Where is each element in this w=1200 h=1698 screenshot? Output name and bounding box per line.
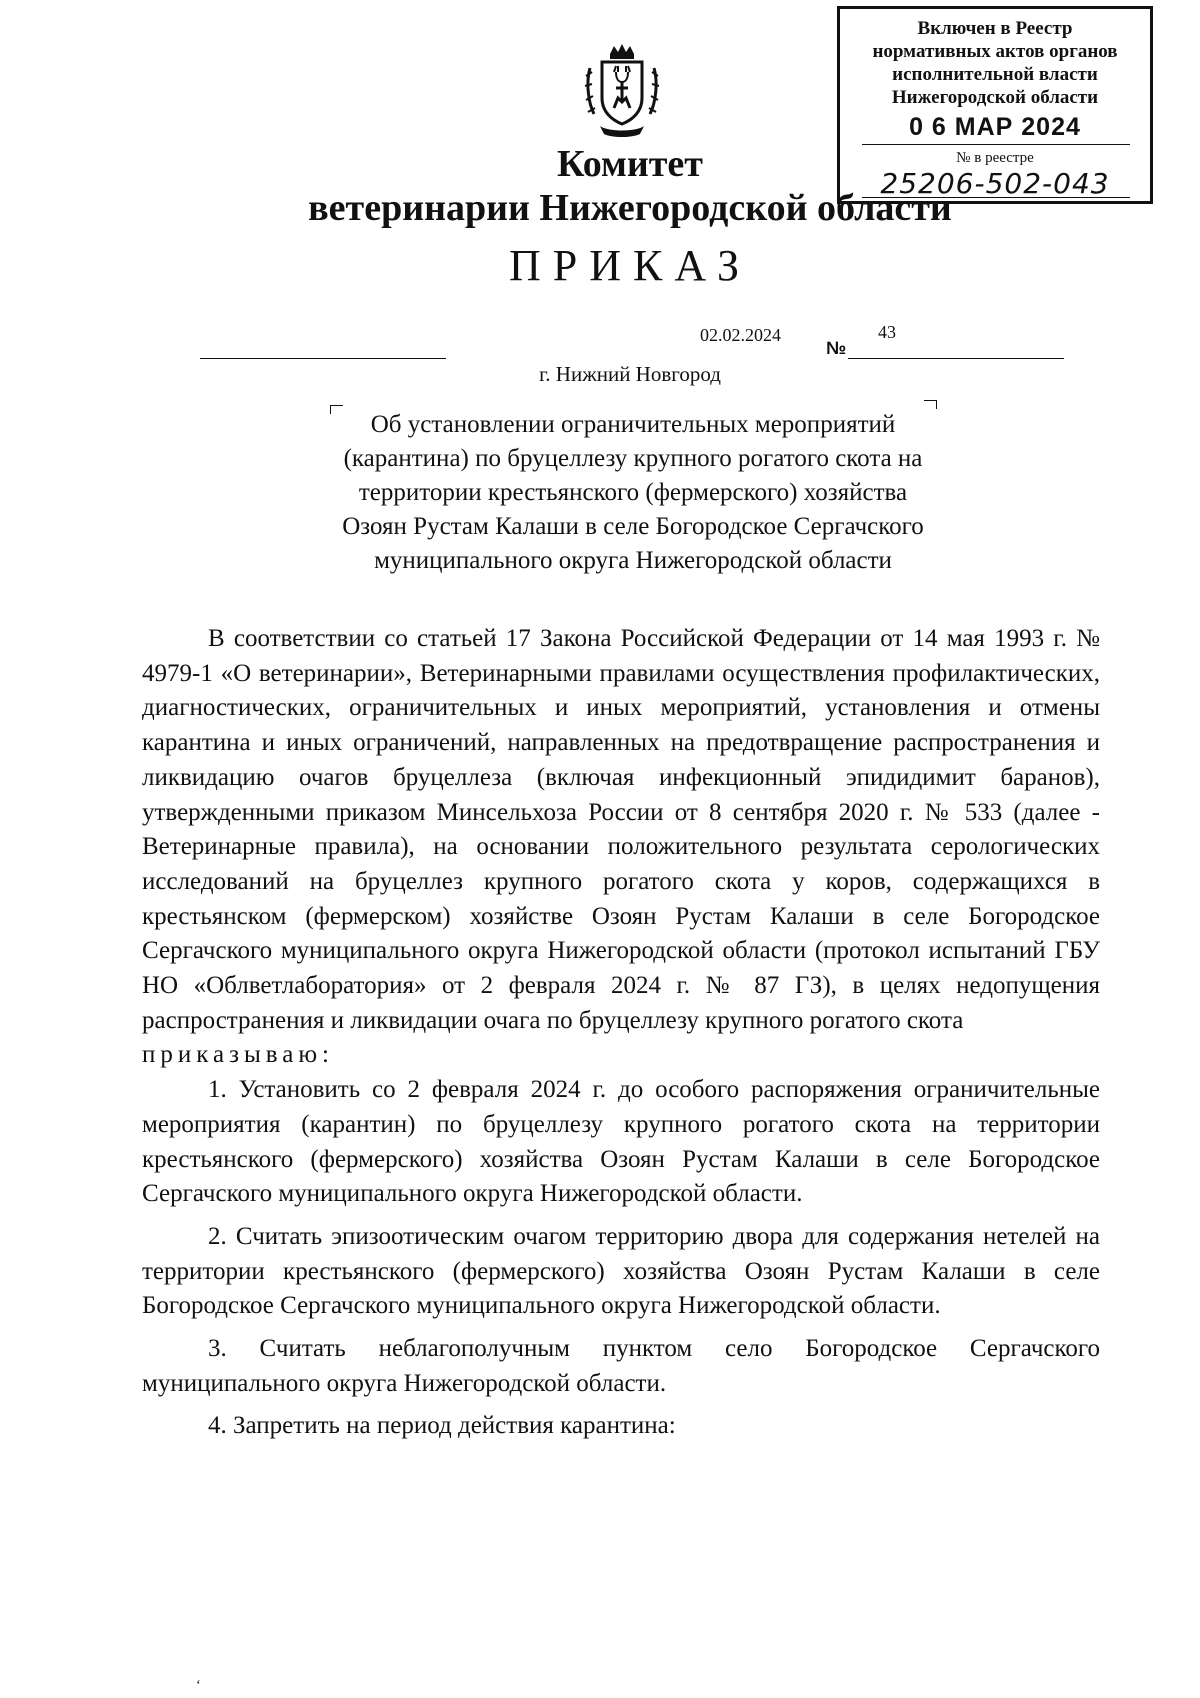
document-body [142,622,1100,1444]
number-underline [848,358,1064,359]
org-name-line2: ветеринарии Нижегородской области [308,187,952,229]
number-sign: № [826,338,847,358]
stamp-line: исполнительной власти [892,64,1098,85]
stamp-text [840,17,1150,109]
preamble-paragraph: В соответствии со статьей 17 Закона Российской Федерации от 14 мая 1993 г. № 4979-1 «О ветеринарии», Ветеринарными правилами осуществления профилактических, диагностических, ограничительных и иных мероприятий, установления и отмены карантина и иных ограничений, направленных на предотвращение распространения и ликвидацию очагов бруцеллеза (включая инфекционный эпидидимит баранов), утвержденными приказом Минсельхоза России от 8 сентября 2020 г. № 533 (далее - Ветеринарные правила), на основании положительного результата серологических исследований на бруцеллез крупного рогатого скота у коров, содержащихся в крестьянском (фермерском) хозяйстве Озоян Рустам Калаши в селе Богородское Сергачского муниципального округа Нижегородской области (протокол испытаний ГБУ НО «Облветлаборатория» от 2 февраля 2024 г. № 87 ГЗ), в целях недопущения распространения и ликвидации очага по бруцеллезу крупного рогатого скота [142,625,1100,1034]
order-item: 4. Запретить на период действия карантина: [208,1412,676,1440]
document-number: 43 [878,322,896,342]
stamp-registry-number: 25206-502-043 [880,167,1110,200]
document-type: ПРИКАЗ [508,241,752,290]
stamp-date: 0 6 МАР 2024 [909,113,1081,141]
scan-mark: ʻ [196,1678,201,1693]
order-item: 2. Считать эпизоотическим очагом территорию двора для содержания нетелей на территории крестьянского (фермерского) хозяйства Озоян Рустам Калаши в селе Богородское Сергачского муниципального округа Нижегородской области. [142,1222,1100,1320]
order-item: 1. Установить со 2 февраля 2024 г. до особого распоряжения ограничительные мероприятия (карантин) по бруцеллезу крупного рогатого скота на территории крестьянского (фермерского) хозяйства Озоян Рустам Калаши в селе Богородское Сергачского муниципального округа Нижегородской области. [142,1076,1100,1208]
document-subject: Об установлении ограничительных мероприятий (карантина) по бруцеллезу крупного рогатого скота на территории крестьянского (фермерского) хозяйства Озоян Рустам Калаши в селе Богородское Сергачского муниципального округа Нижегородской области [342,411,924,574]
stamp-line: нормативных актов органов [872,41,1118,62]
stamp-line: Включен в Реестр [917,18,1073,39]
stamp-line: Нижегородской области [891,87,1099,108]
org-name-line1: Комитет [557,143,703,185]
order-word: приказываю: [142,1041,334,1069]
city: г. Нижний Новгород [539,362,721,386]
document-date: 02.02.2024 [700,325,781,345]
coat-of-arms-icon [582,42,662,140]
stamp-registry-label: № в реестре [956,150,1034,166]
order-item: 3. Считать неблагополучным пунктом село Богородское Сергачского муниципального округа Нижегородской области. [142,1335,1100,1397]
date-underline [200,358,446,359]
